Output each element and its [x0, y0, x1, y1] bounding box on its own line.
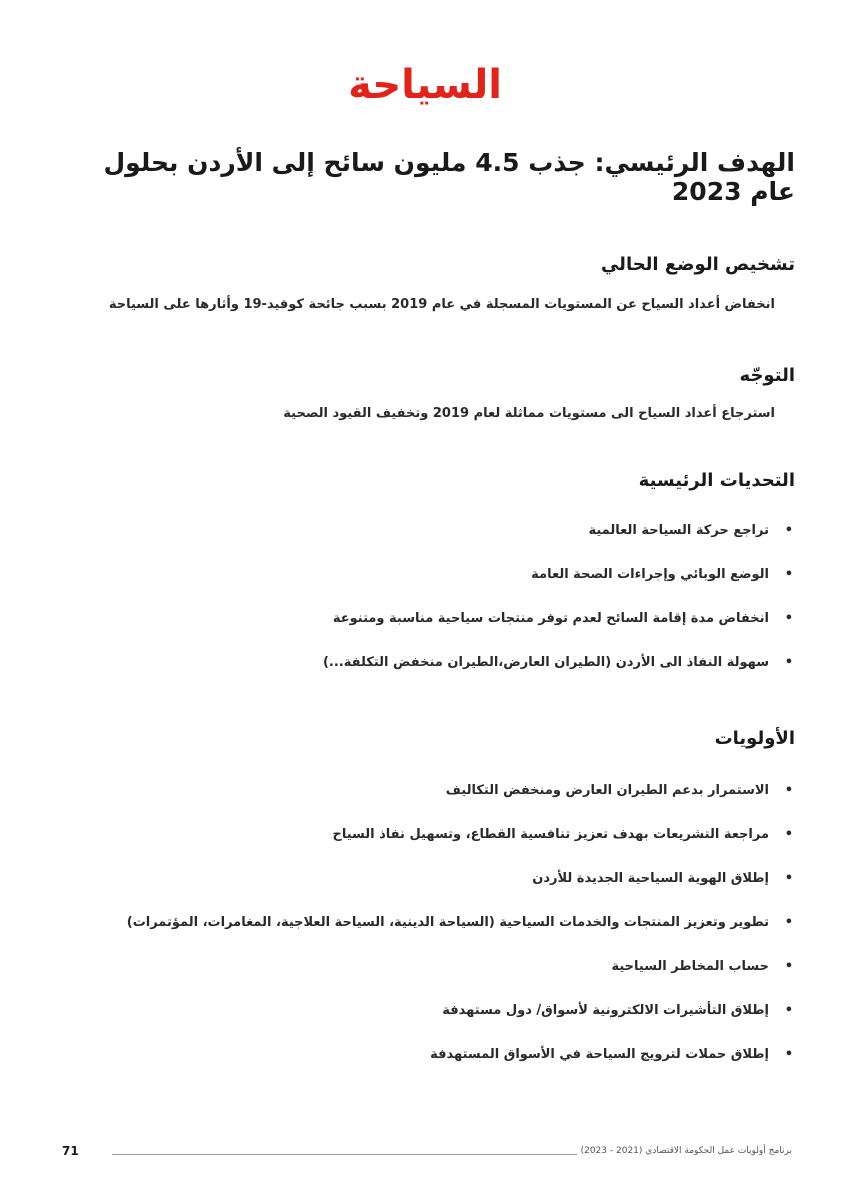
diagnosis-text: انخفاض أعداد السياح عن المستويات المسجلة في عام 2019 بسبب جائحة كوفيد-19 وأثارها على السياحة	[108, 297, 775, 312]
direction-heading: التوجّه	[739, 365, 795, 386]
challenges-heading: التحديات الرئيسية	[638, 470, 795, 491]
list-item-text: الاستمرار بدعم الطيران العارض ومنخفض التكاليف	[445, 783, 769, 798]
list-item	[75, 912, 795, 956]
list-item-text: الوضع الوبائي وإجراءات الصحة العامة	[531, 567, 769, 582]
list-item	[75, 564, 795, 608]
bullet-icon: •	[784, 827, 793, 842]
list-item	[75, 956, 795, 1000]
challenges-list	[75, 520, 795, 696]
list-item	[75, 824, 795, 868]
bullet-icon: •	[784, 523, 793, 538]
list-item-text: إطلاق التأشيرات الالكترونية لأسواق/ دول مستهدفة	[442, 1003, 769, 1018]
diagnosis-heading: تشخيص الوضع الحالي	[600, 254, 795, 275]
bullet-icon: •	[784, 567, 793, 582]
priorities-list	[75, 780, 795, 1088]
bullet-icon: •	[784, 959, 793, 974]
list-item-text: إطلاق الهوية السياحية الجديدة للأردن	[532, 871, 769, 886]
page-footer	[62, 1144, 792, 1164]
list-item-text: تطوير وتعزيز المنتجات والخدمات السياحية (السياحة الدينية، السياحة العلاجية، المغامرات، المؤتمرات)	[126, 915, 769, 930]
direction-text: استرجاع أعداد السياح الى مستويات مماثلة لعام 2019 وتخفيف القيود الصحية	[283, 406, 775, 421]
list-item-text: سهولة النفاذ الى الأردن (الطيران العارض،الطيران منخفض التكلفة...)	[322, 655, 769, 670]
footer-text: برنامج أولويات عمل الحكومة الاقتصادي (2021 - 2023)	[580, 1146, 792, 1156]
list-item	[75, 780, 795, 824]
list-item-text: حساب المخاطر السياحية	[611, 959, 769, 974]
list-item-text: تراجع حركة السياحة العالمية	[588, 523, 769, 538]
footer-divider	[112, 1154, 577, 1155]
list-item	[75, 868, 795, 912]
main-goal-heading: الهدف الرئيسي: جذب 4.5 مليون سائح إلى الأردن بحلول عام 2023	[103, 148, 795, 206]
list-item-text: مراجعة التشريعات بهدف تعزيز تنافسية القطاع، وتسهيل نفاذ السياح	[332, 827, 769, 842]
list-item	[75, 608, 795, 652]
bullet-icon: •	[784, 1047, 793, 1062]
list-item	[75, 652, 795, 696]
bullet-icon: •	[784, 655, 793, 670]
bullet-icon: •	[784, 611, 793, 626]
bullet-icon: •	[784, 871, 793, 886]
list-item-text: انخفاض مدة إقامة السائح لعدم توفر منتجات سياحية مناسبة ومتنوعة	[332, 611, 769, 626]
list-item	[75, 1000, 795, 1044]
page-number: 71	[62, 1144, 79, 1158]
page-title: السياحة	[348, 62, 502, 108]
bullet-icon: •	[784, 915, 793, 930]
bullet-icon: •	[784, 1003, 793, 1018]
list-item	[75, 520, 795, 564]
bullet-icon: •	[784, 783, 793, 798]
priorities-heading: الأولويات	[714, 728, 795, 749]
list-item	[75, 1044, 795, 1088]
list-item-text: إطلاق حملات لترويج السياحة في الأسواق المستهدفة	[430, 1047, 769, 1062]
